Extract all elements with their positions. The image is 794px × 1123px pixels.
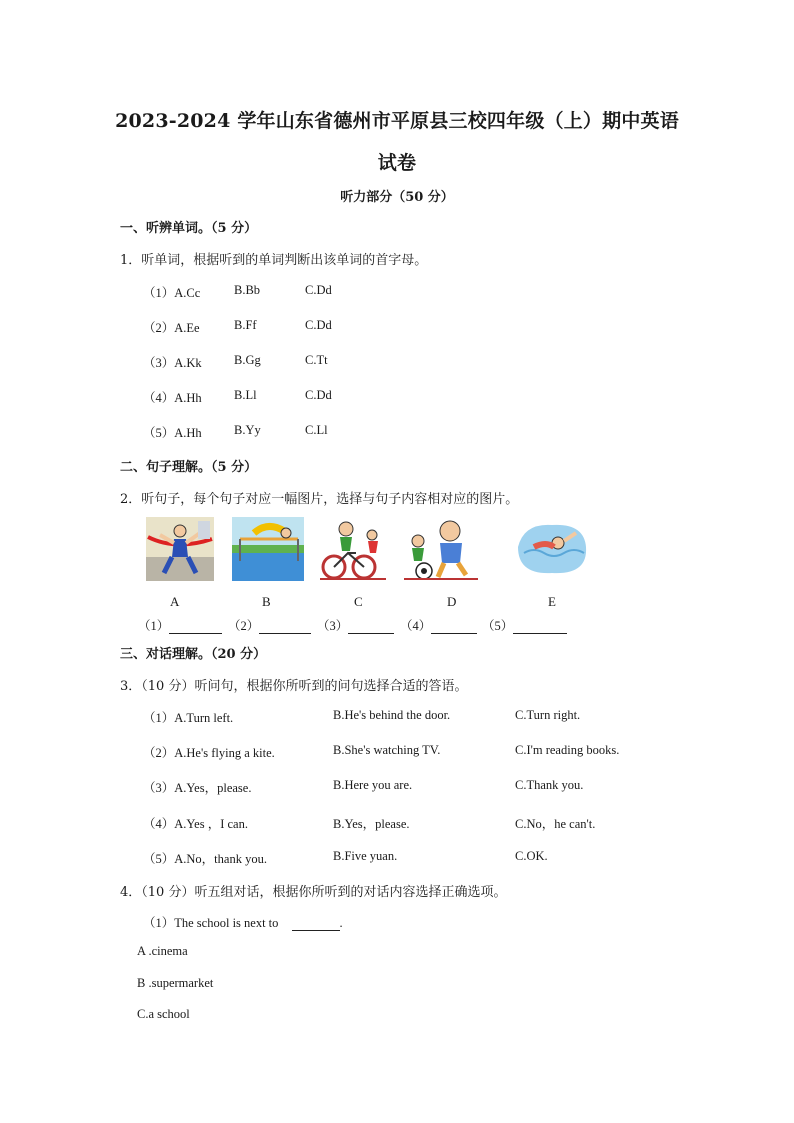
answer-blank-4[interactable] [400,616,477,634]
question-2: 2．听句子，每个句子对应一幅图片，选择与句子内容相对应的图片。 [120,492,519,507]
question-1: 1．听单词，根据听到的单词判断出该单词的首字母。 [120,253,428,268]
listening-part-subtitle: 听力部分（50 分） [340,190,454,205]
q3-item-5-option-c: C.OK. [515,849,548,863]
answer-blank-3[interactable] [317,616,394,634]
picture-label-a: A [170,594,180,609]
q1-item-5-option-a: （5）A.Hh [143,426,202,440]
q3-item-5-option-a: （5）A.No，thank you. [143,852,267,866]
q1-item-2-option-b: B.Ff [234,318,257,332]
q1-item-1-option-c: C.Dd [305,283,332,297]
q3-item-3-option-a: （3）A.Yes，please. [143,781,252,795]
blank-line-5[interactable] [513,619,567,634]
section2-heading: 二、句子理解。（5 分） [120,460,258,475]
blank-number-5: （5） [482,619,514,633]
blank-line-2[interactable] [259,619,311,634]
q3-item-2-option-c: C.I'm reading books. [515,743,620,757]
q4-option-b: B .supermarket [137,976,214,990]
q4-subquestion-1-period: . [339,916,343,930]
q1-item-5-option-c: C.Ll [305,423,328,437]
q1-item-1-option-b: B.Bb [234,283,261,297]
picture-label-b: B [262,594,271,609]
q3-item-4-option-c: C.No，he can't. [515,817,596,831]
picture-d-boys-playing-football [404,517,478,581]
q3-item-3-option-c: C.Thank you. [515,778,584,792]
answer-blank-2[interactable] [228,616,311,634]
q1-item-2-option-c: C.Dd [305,318,332,332]
q1-item-1-option-a: （1）A.Cc [143,286,201,300]
blank-number-1: （1） [138,619,170,633]
q3-item-2-option-b: B.She's watching TV. [333,743,441,757]
q3-item-4-option-b: B.Yes，please. [333,817,410,831]
q1-item-3-option-c: C.Tt [305,353,328,367]
blank-number-2: （2） [228,619,260,633]
q1-item-3-option-a: （3）A.Kk [143,356,202,370]
picture-label-d: D [447,594,457,609]
q4-subquestion-1-blank[interactable] [292,916,340,931]
picture-label-e: E [548,594,556,609]
blank-line-4[interactable] [431,619,477,634]
blank-line-3[interactable] [348,619,394,634]
answer-blank-1[interactable] [138,616,222,634]
q1-item-4-option-b: B.Ll [234,388,257,402]
q3-item-1-option-b: B.He's behind the door. [333,708,451,722]
blank-number-4: （4） [400,619,432,633]
picture-label-c: C [354,594,363,609]
q3-item-1-option-c: C.Turn right. [515,708,581,722]
q1-item-5-option-b: B.Yy [234,423,261,437]
q4-subquestion-1-text: （1）The school is next to [143,916,279,930]
section1-heading: 一、听辨单词。（5 分） [120,221,258,236]
q1-item-3-option-b: B.Gg [234,353,261,367]
blank-line-1[interactable] [169,619,222,634]
blank-number-3: （3） [317,619,349,633]
q4-subquestion-1 [143,913,343,931]
q1-item-4-option-a: （4）A.Hh [143,391,202,405]
q3-item-4-option-a: （4）A.Yes ，I can. [143,817,248,831]
page-title-continued: 试卷 [377,152,417,174]
q3-item-1-option-a: （1）A.Turn left. [143,711,234,725]
picture-a-runner-finish-line [146,517,214,581]
picture-b-high-jump [232,517,304,581]
q3-item-2-option-a: （2）A.He's flying a kite. [143,746,275,760]
q1-item-4-option-c: C.Dd [305,388,332,402]
answer-blank-5[interactable] [482,616,567,634]
q3-item-5-option-b: B.Five yuan. [333,849,398,863]
q4-option-a: A .cinema [137,944,188,958]
picture-e-child-swimming [514,517,590,581]
picture-c-children-cycling [320,517,386,581]
q4-option-c: C.a school [137,1007,190,1021]
page-title: 2023-2024 学年山东省德州市平原县三校四年级（上）期中英语 [115,110,679,132]
section3-heading: 三、对话理解。（20 分） [120,647,267,662]
q3-item-3-option-b: B.Here you are. [333,778,413,792]
question-4: 4．（10 分）听五组对话，根据你所听到的对话内容选择正确选项。 [120,885,507,900]
q1-item-2-option-a: （2）A.Ee [143,321,200,335]
question-3: 3．（10 分）听问句，根据你所听到的问句选择合适的答语。 [120,679,468,694]
